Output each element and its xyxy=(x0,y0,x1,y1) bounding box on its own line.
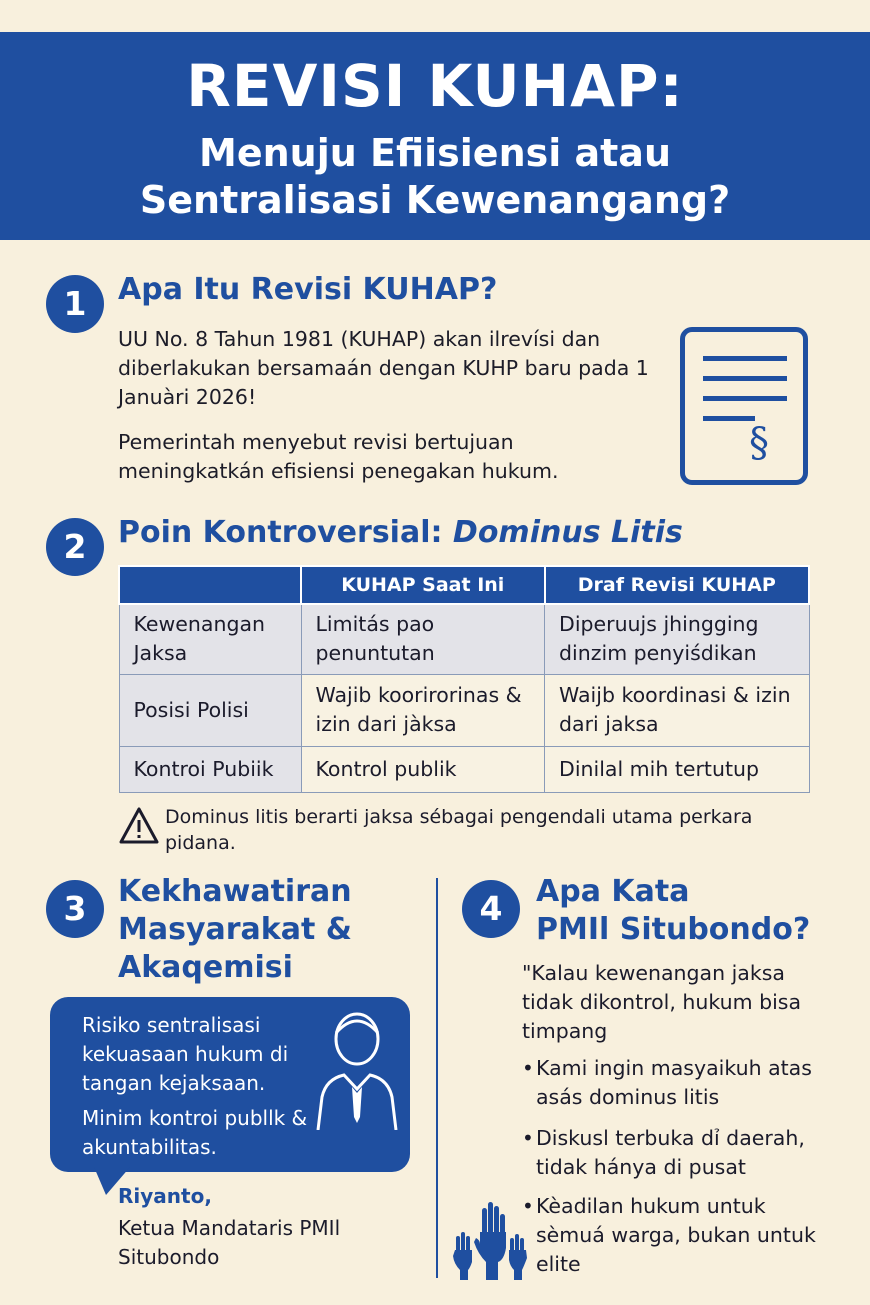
cell-current: Wajib koorirorinas & izin dari jàksa xyxy=(301,674,545,746)
table-header-row xyxy=(119,566,809,604)
cell-draft: Diperuujs jhingging dinzim penyiśdikan xyxy=(545,604,809,674)
section-4-number: 4 xyxy=(462,880,520,938)
header-banner xyxy=(0,32,870,240)
section-3-title: Kekhawatiran Masyarakat & Akaqemisi xyxy=(118,874,352,985)
bubble-text: Risiko sentralisasi kekuasaan hukum di tangan kejaksaan. Minim kontroi publlk & akuntabilitas. xyxy=(82,1013,308,1159)
section-1-paragraph-2: Pemerintah menyebut revisi bertujuan meningkatkán efisiensi penegakan hukum. xyxy=(118,430,559,483)
comparison-table xyxy=(118,565,810,793)
row-label: Posisi Polisi xyxy=(119,674,301,746)
table-header-current: KUHAP Saat Ini xyxy=(301,566,545,604)
bullet-dot: • xyxy=(522,1194,534,1218)
warning-icon xyxy=(118,806,160,846)
section-1-number: 1 xyxy=(46,275,104,333)
bullet-dot: • xyxy=(522,1056,534,1080)
cell-current: Limitás pao penuntutan xyxy=(301,604,545,674)
dominus-litis-note: Dominus litis berarti jaksa sébagai pengendali utama perkara pidana. xyxy=(165,806,753,854)
table-row xyxy=(119,746,809,792)
person-icon xyxy=(312,1005,402,1130)
cell-current: Kontrol publik xyxy=(301,746,545,792)
column-divider xyxy=(436,878,438,1278)
list-item: Diskusl terbuka dỉ daerah, tidak hánya di pusat xyxy=(536,1126,805,1179)
section-symbol: § xyxy=(749,420,769,466)
pmii-quote: "Kalau kewenangan jaksa tidak dikontrol, hukum bisa timpang xyxy=(522,961,802,1043)
table-row xyxy=(119,674,809,746)
section-1-paragraph-1: UU No. 8 Tahun 1981 (KUHAP) akan ilrevísi dan diberlakukan bersamaán dengan KUHP baru pada 1 Januàri 2026! xyxy=(118,327,649,409)
section-4-title: Apa Kata PMIl Situbondo? xyxy=(536,874,811,947)
list-item: Kami ingin masyaikuh atas asás dominus litis xyxy=(536,1056,812,1109)
legal-document-icon xyxy=(680,327,808,485)
row-label: Kewenangan Jaksa xyxy=(119,604,301,674)
section-1-title: Apa Itu Revisi KUHAP? xyxy=(118,272,498,307)
concern-speech-bubble xyxy=(50,997,410,1172)
raised-hands-icon xyxy=(452,1198,530,1280)
table-row xyxy=(119,604,809,674)
list-item: Kèadilan hukum untuk sèmuá warga, bukan untuk elite xyxy=(536,1194,816,1276)
table-header-blank xyxy=(119,566,301,604)
cell-draft: Dinilal mih tertutup xyxy=(545,746,809,792)
row-label: Kontroi Pubiik xyxy=(119,746,301,792)
quote-author-name: Riyanto, xyxy=(118,1184,212,1208)
cell-draft: Waijb koordinasi & izin dari jaksa xyxy=(545,674,809,746)
page-title: REVISI KUHAP: xyxy=(186,52,684,120)
section-3-number: 3 xyxy=(46,880,104,938)
quote-author-role: Ketua Mandataris PMIl Situbondo xyxy=(118,1216,341,1269)
section-2-number: 2 xyxy=(46,518,104,576)
section-2-title: Poin Kontroversial: Dominus Litis xyxy=(118,515,683,550)
page-subtitle: Menuju Efiisiensi atau Sentralisasi Kewenangang? xyxy=(139,131,731,222)
bullet-dot: • xyxy=(522,1126,534,1150)
table-header-draft: Draf Revisi KUHAP xyxy=(545,566,809,604)
